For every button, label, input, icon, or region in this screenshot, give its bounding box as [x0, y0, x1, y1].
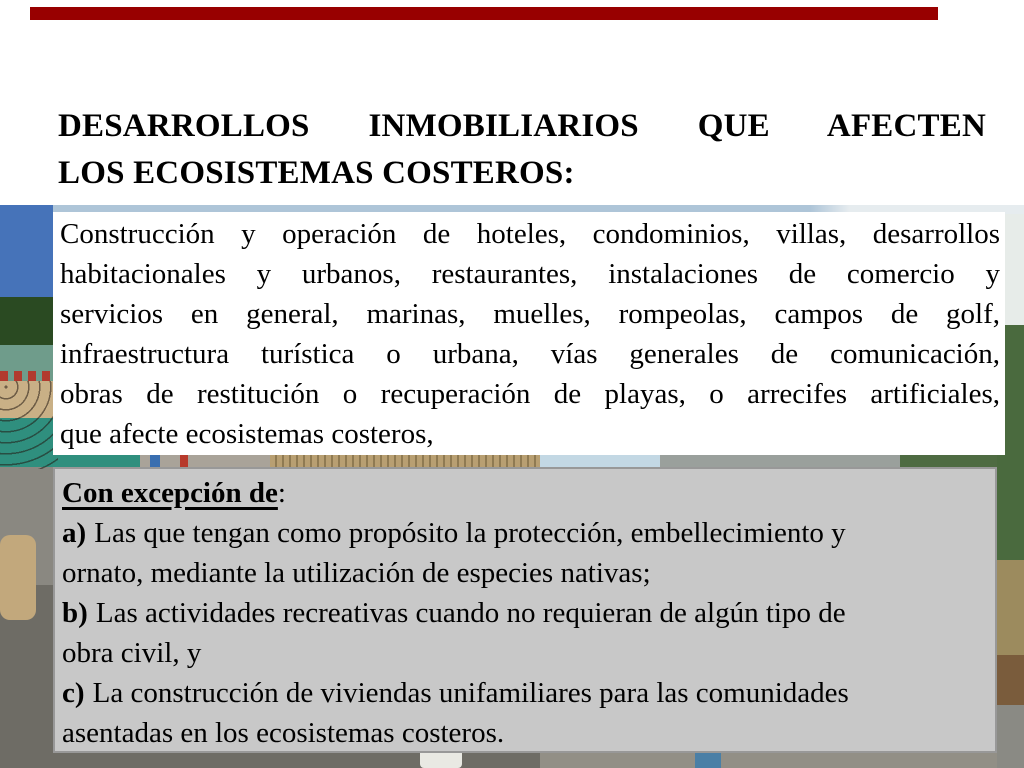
body-line: que afecte ecosistemas costeros, — [60, 418, 434, 450]
item-marker: c) — [62, 677, 85, 709]
exception-item-line — [62, 513, 990, 553]
exceptions-box — [53, 467, 997, 753]
slide-title — [58, 103, 986, 197]
exception-item-line — [62, 553, 990, 593]
photo-segment-figure-red — [180, 453, 188, 468]
exceptions-heading — [62, 473, 990, 513]
slide-title-line1: DESARROLLOS INMOBILIARIOS QUE AFECTEN — [58, 108, 986, 144]
item-text: La construcción de viviendas unifamiliares para las comunidades — [92, 677, 849, 709]
item-marker: a) — [62, 517, 87, 549]
item-text: asentadas en los ecosistemas costeros. — [62, 717, 505, 749]
body-text-box — [53, 212, 1005, 455]
photo-segment-swimmers — [0, 381, 58, 469]
item-text: ornato, mediante la utilización de especies nativas; — [62, 557, 651, 589]
item-marker: b) — [62, 597, 88, 629]
exceptions-heading-underlined: Con excepción de — [62, 477, 278, 509]
item-text: obra civil, y — [62, 637, 202, 669]
exception-item-line — [62, 713, 990, 753]
exceptions-heading-colon: : — [277, 477, 286, 509]
photo-segment-umbrellas — [0, 371, 58, 381]
body-line: infraestructura turística o urbana, vías generales de comunicación, — [60, 338, 1000, 370]
body-line: obras de restitución o recuperación de playas, o arrecifes artificiales, — [60, 378, 1000, 410]
item-text: Las actividades recreativas cuando no requieran de algún tipo de — [95, 597, 846, 629]
top-red-divider-bar — [30, 7, 938, 20]
body-line: servicios en general, marinas, muelles, rompeolas, campos de golf, — [60, 298, 1000, 330]
exception-item-line — [62, 673, 990, 713]
slide-title-line2: LOS ECOSISTEMAS COSTEROS: — [58, 155, 575, 191]
body-line: Construcción y operación de hoteles, condominios, villas, desarrollos — [60, 218, 1000, 250]
body-line: habitacionales y urbanos, restaurantes, instalaciones de comercio y — [60, 258, 1000, 290]
item-text: Las que tengan como propósito la protección, embellecimiento y — [94, 517, 846, 549]
photo-segment-sand-patch — [0, 535, 36, 620]
exception-item-line — [62, 633, 990, 673]
exception-item-line — [62, 593, 990, 633]
